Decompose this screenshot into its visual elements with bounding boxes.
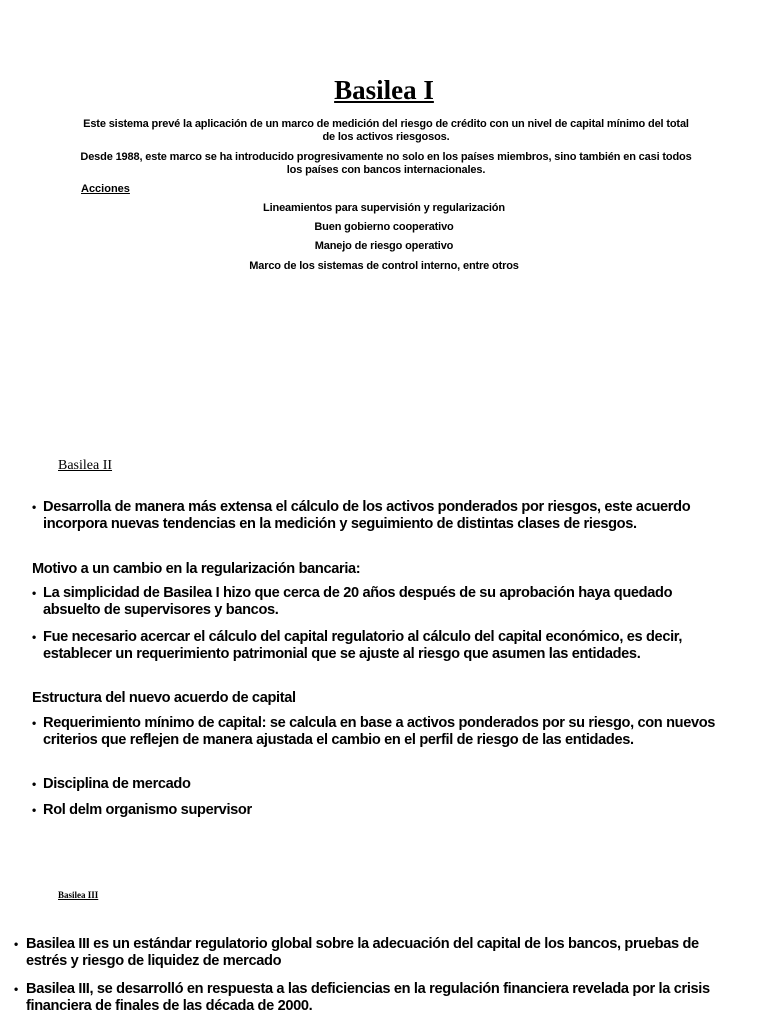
bullet-icon: •	[32, 716, 36, 730]
accion-item: Manejo de riesgo operativo	[314, 240, 454, 252]
basilea-ii-bullet-item	[32, 585, 722, 618]
acciones-heading: Acciones	[81, 183, 130, 195]
bullet-text: Basilea III es un estándar regulatorio global sobre la adecuación del capital de los bancos, pruebas de estrés y riesgo de liquidez de mercado	[26, 936, 699, 969]
basilea-i-intro-paragraph-2: Desde 1988, este marco se ha introducido progresivamente no solo en los países miembros, sino también en casi todos los países con bancos internacionales.	[80, 151, 692, 176]
bullet-text: La simplicidad de Basilea I hizo que cerca de 20 años después de su aprobación haya quedado absuelto de supervisores y bancos.	[43, 585, 673, 618]
bullet-text: Basilea III, se desarrolló en respuesta a las deficiencias en la regulación financiera revelada por la crisis financiera de finales de las década de 2000.	[26, 981, 710, 1014]
bullet-icon: •	[14, 982, 18, 996]
accion-item: Marco de los sistemas de control interno, entre otros	[249, 260, 519, 272]
bullet-icon: •	[14, 937, 18, 951]
bullet-icon: •	[32, 777, 36, 791]
bullet-text: Requerimiento mínimo de capital: se calcula en base a activos ponderados por su riesgo, con nuevos criterios que reflejen de manera ajustada el cambio en el perfil de riesgo de las entidades.	[43, 715, 716, 748]
bullet-text: Desarrolla de manera más extensa el cálculo de los activos ponderados por riesgos, este acuerdo incorpora nuevas tendencias en la medición y seguimiento de distintas clases de riesgos.	[43, 499, 691, 532]
basilea-ii-bullet-item	[32, 629, 722, 662]
accion-item: Buen gobierno cooperativo	[314, 221, 454, 233]
basilea-ii-bullet-item	[32, 499, 722, 532]
basilea-iii-bullet-item	[14, 936, 726, 970]
bullet-icon: •	[32, 586, 36, 600]
bullet-text: Disciplina de mercado	[43, 776, 191, 792]
bullet-icon: •	[32, 803, 36, 817]
basilea-iii-title: Basilea III	[58, 890, 99, 900]
basilea-i-title: Basilea I	[334, 75, 434, 105]
basilea-ii-subheading: Motivo a un cambio en la regularización bancaria:	[32, 561, 361, 577]
basilea-ii-bullet-item	[32, 802, 722, 819]
bullet-icon: •	[32, 500, 36, 514]
accion-item: Lineamientos para supervisión y regularización	[263, 202, 505, 214]
basilea-ii-subheading: Estructura del nuevo acuerdo de capital	[32, 690, 296, 706]
basilea-i-intro-paragraph-1: Este sistema prevé la aplicación de un marco de medición del riesgo de crédito con un nivel de capital mínimo del total de los activos riesgosos.	[83, 118, 689, 143]
bullet-text: Fue necesario acercar el cálculo del capital regulatorio al cálculo del capital económico, es decir, establecer un requerimiento patrimonial que se ajuste al riesgo que asumen las entidades.	[43, 629, 683, 662]
basilea-ii-bullet-item	[32, 776, 722, 793]
basilea-ii-bullet-item	[32, 715, 722, 748]
bullet-text: Rol delm organismo supervisor	[43, 802, 252, 818]
basilea-iii-bullet-item	[14, 981, 726, 1015]
basilea-ii-title: Basilea II	[58, 458, 113, 473]
bullet-icon: •	[32, 630, 36, 644]
